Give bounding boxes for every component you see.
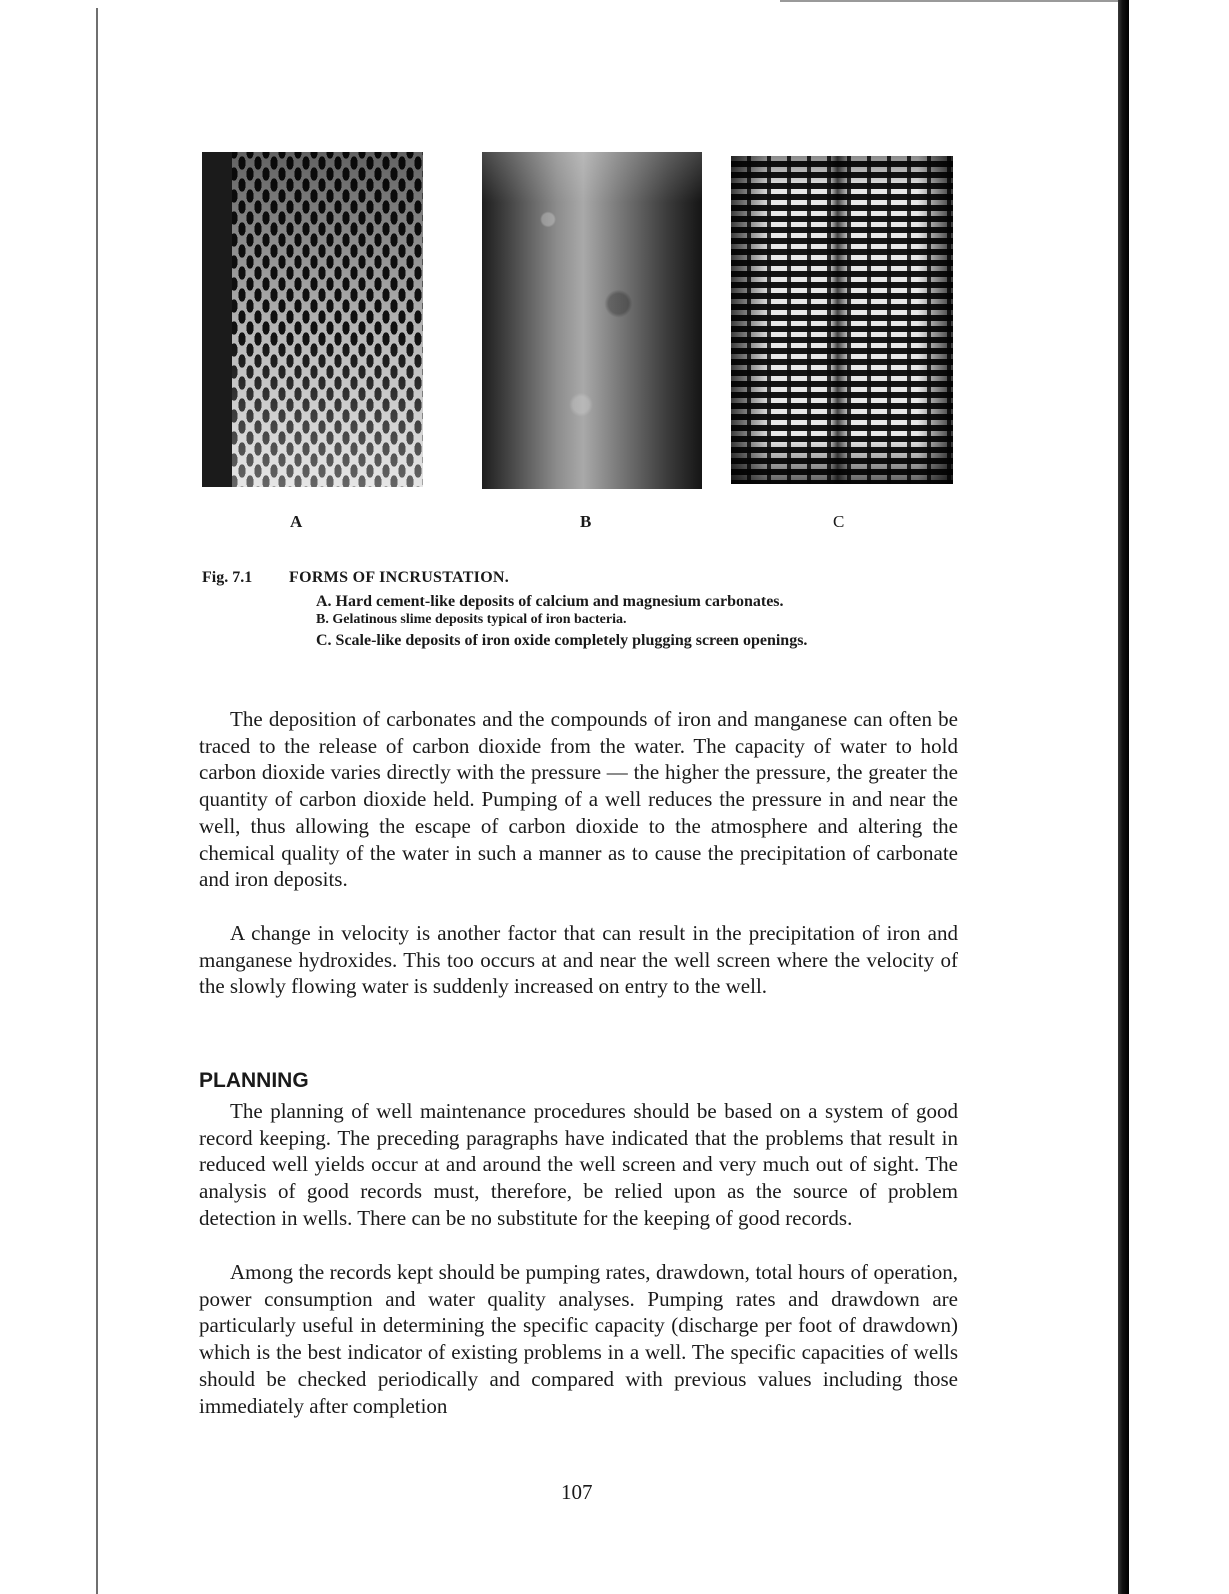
photo-label-c: C (833, 512, 845, 531)
figure-caption-item-c: C. Scale-like deposits of iron oxide completely plugging screen openings. (316, 632, 808, 649)
page-number: 107 (561, 1480, 593, 1504)
body-paragraph-deposition: The deposition of carbonates and the compounds of iron and manganese can often be traced to the release of carbon dioxide from the water. The capacity of water to hold carbon dioxide varies directly with the pressure — the higher the pressure, the greater the quantity of carbon dioxide held. Pumping of a well reduces the pressure in and near the well, thus allowing the escape of carbon dioxide to the atmosphere and altering the chemical quality of the water in such a manner as to cause the precipitation of carbonate and iron deposits. (199, 707, 958, 892)
photo-label-a: A (290, 512, 303, 531)
body-paragraph-record-keeping: The planning of well maintenance procedures should be based on a system of good record keeping. The preceding paragraphs have indicated that the problems that result in reduced well yields occur at and around the well screen and very much out of sight. The analysis of good records must, therefore, be relied upon as the source of problem detection in wells. There can be no substitute for the keeping of good records. (199, 1099, 958, 1230)
body-paragraph-velocity: A change in velocity is another factor that can result in the precipitation of iron and manganese hydroxides. This too occurs at and near the well screen where the velocity of the slowly flowing water is suddenly increased on entry to the well. (199, 921, 958, 999)
figure-title: FORMS OF INCRUSTATION. (289, 569, 510, 586)
scan-top-edge-line (780, 0, 1120, 2)
figure-caption-item-b: B. Gelatinous slime deposits typical of iron bacteria. (316, 612, 627, 627)
photo-label-b: B (580, 512, 592, 531)
photo-iron-oxide-scale-deposits (731, 156, 953, 484)
figure-caption-item-a: A. Hard cement-like deposits of calcium and magnesium carbonates. (316, 593, 784, 610)
scan-right-edge-shadow (1118, 0, 1129, 1594)
photo-hard-carbonate-deposits (202, 152, 423, 487)
figure-number: Fig. 7.1 (202, 569, 253, 586)
section-heading-planning: PLANNING (199, 1069, 309, 1092)
photo-gelatinous-slime-deposits (482, 152, 702, 489)
body-paragraph-records-kept: Among the records kept should be pumping rates, drawdown, total hours of operation, power consumption and water quality analyses. Pumping rates and drawdown are particularly useful in determining the specific capacity (discharge per foot of drawdown) which is the best indicator of existing problems in a well. The specific capacities of wells should be checked periodically and compared with previous values including those immediately after completion (199, 1260, 958, 1418)
scan-left-edge-line (96, 8, 98, 1594)
